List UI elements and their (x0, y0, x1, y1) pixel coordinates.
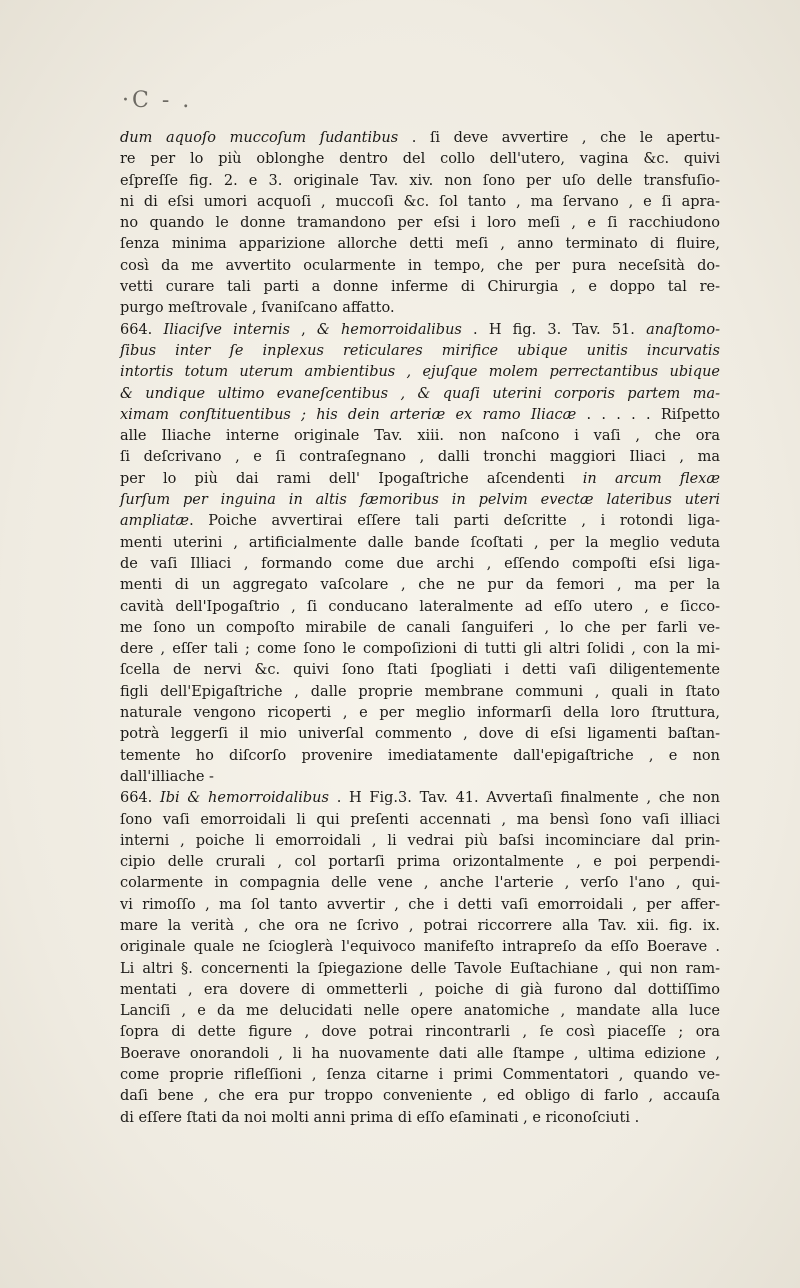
italic-text-segment: in arcum flexæ (582, 470, 720, 487)
text-segment: naturale vengono ricoperti , e per meglio informarſi della loro ſtruttura, (120, 705, 720, 722)
text-line (120, 149, 720, 170)
text-line (120, 171, 720, 192)
text-segment: ſopra di dette figure , dove potrai rincontrarli , ſe così piaceſſe ; ora (120, 1024, 720, 1041)
text-line (120, 597, 720, 618)
text-line (120, 660, 720, 681)
text-line (120, 469, 720, 490)
text-segment: Boerave onorandoli , li ha nuovamente dati alle ſtampe , ultima edizione , (120, 1045, 720, 1062)
text-line (120, 895, 720, 916)
text-segment: cipio delle crurali , col portarſi prima orizontalmente , e poi perpendi- (120, 854, 720, 871)
text-segment: 664. (120, 321, 164, 338)
italic-text-segment: Ibi & hemorroidalibus (160, 790, 329, 807)
text-segment: ſono vaſi emorroidali li qui preſenti accennati , ma bensì ſono vaſi illiaci (120, 811, 720, 828)
text-segment: potrà leggerſi il mio univerſal commento , dove di eſsi ligamenti baſtan- (120, 726, 720, 743)
text-segment: Li altri §. concernenti la ſpiegazione delle Tavole Euſtachiane , qui non ram- (120, 960, 720, 977)
italic-text-segment: dum aquoſo muccoſum ſudantibus (120, 130, 399, 146)
italic-text-segment: intortis totum uterum ambientibus , ejuſque molem perrectantibus ubique (120, 364, 720, 381)
text-segment: dall'illiache - (120, 768, 214, 785)
text-line (120, 724, 720, 745)
text-segment: menti di un aggregato vaſcolare , che ne pur da femori , ma per la (120, 577, 720, 594)
text-segment: re per lo più oblonghe dentro del collo dell'utero, vagina &c. quivi (120, 151, 720, 168)
text-line (120, 298, 720, 319)
text-segment: vi rimoſſo , ma ſol tanto avvertir , che i detti vaſi emorroidali , per affer- (120, 896, 720, 913)
text-line (120, 256, 720, 277)
text-segment: così da me avvertito ocularmente in tempo, che per pura neceſsità do- (120, 257, 720, 274)
text-line (120, 234, 720, 255)
text-segment: ſi deſcrivano , e ſi contraſegnano , dalli tronchi maggiori Iliaci , ma (120, 449, 720, 466)
text-line (120, 959, 720, 980)
text-line (120, 511, 720, 532)
text-line (120, 192, 720, 213)
text-segment: ni di eſsi umori acquoſi , muccoſi &c. ſol tanto , ma ſervano , e ſi apra- (120, 193, 720, 210)
text-segment: mare la verità , che ora ne ſcrivo , potrai riccorrere alla Tav. xii. fig. ix. (120, 917, 720, 934)
text-line (120, 1044, 720, 1065)
text-line (120, 447, 720, 468)
italic-text-segment: ſibus inter ſe inplexus reticulares mirifice ubique unitis incurvatis (120, 342, 720, 359)
text-segment: per lo più dai rami dell' Ipogaſtriche aſcendenti (120, 470, 583, 487)
text-segment: purgo meſtrovale , ſvaniſcano affatto. (120, 300, 395, 317)
text-line (120, 1001, 720, 1022)
text-segment: temente ho diſcorſo provenire imediatamente dall'epigaſtriche , e non (120, 747, 720, 764)
text-line (120, 426, 720, 447)
text-segment: come proprie rifleſſioni , ſenza citarne i primi Commentatori , quando ve- (120, 1067, 720, 1084)
text-segment: colarmente in compagnia delle vene , anche l'arterie , verſo l'ano , qui- (120, 875, 720, 892)
text-line (120, 746, 720, 767)
text-line (120, 1022, 720, 1043)
text-segment: cavità dell'Ipogaſtrio , ſi conducano lateralmente ad eſſo utero , e ſicco- (120, 598, 720, 615)
text-segment: interni , poiche li emorroidali , li vedrai più baſsi incominciare dal prin- (120, 832, 720, 849)
text-segment: mentati , era dovere di ommetterli , poiche di già furono dal dottiſſimo (120, 981, 720, 998)
text-segment: figli dell'Epigaſtriche , dalle proprie membrane communi , quali in ſtato (120, 683, 720, 700)
text-line (120, 1086, 720, 1107)
text-line (120, 341, 720, 362)
text-line (120, 703, 720, 724)
text-segment: no quando le donne tramandono per eſsi i loro meſi , e ſi racchiudono (120, 215, 720, 232)
text-line (120, 873, 720, 894)
text-segment: de vaſi Illiaci , formando come due archi , eſſendo compoſti eſsi liga- (120, 555, 720, 572)
italic-text-segment: & hemorroidalibus (316, 321, 462, 338)
italic-text-segment: anaſtomo- (646, 321, 721, 338)
text-line (120, 788, 720, 809)
text-segment: . H Fig.3. Tav. 41. Avvertaſi finalmente , che non (328, 790, 720, 807)
text-segment: , (289, 321, 317, 338)
text-line (120, 277, 720, 298)
body-text (120, 128, 720, 1129)
italic-text-segment: ximam conſtituentibus ; his dein arteriæ ex ramo Iliacæ (120, 406, 577, 423)
text-line (120, 980, 720, 1001)
text-line (120, 405, 720, 426)
text-line (120, 320, 720, 341)
text-line (120, 490, 720, 511)
text-segment: eſpreſſe fig. 2. e 3. originale Tav. xiv. non ſono per uſo delle transfuſio- (120, 172, 720, 189)
italic-text-segment: ſurſum per inguina in altis fæmoribus in pelvim evectæ lateribus uteri (120, 492, 720, 509)
text-line (120, 362, 720, 383)
text-line (120, 1108, 720, 1129)
page-header-mark: ·C - . (122, 88, 193, 113)
text-line (120, 639, 720, 660)
text-line (120, 213, 720, 234)
text-segment: me ſono un compoſto mirabile de canali ſanguiferi , lo che per farli ve- (120, 619, 720, 636)
text-line (120, 1065, 720, 1086)
text-segment: Lanciſi , e da me delucidati nelle opere anatomiche , mandate alla luce (120, 1003, 720, 1020)
text-line (120, 533, 720, 554)
text-line (120, 682, 720, 703)
text-line (120, 810, 720, 831)
italic-text-segment: Iliaciſve internis (163, 321, 290, 338)
text-segment: ſcella de nervi &c. quivi ſono ſtati ſpogliati i detti vaſi diligentemente (120, 662, 720, 679)
text-segment: . ſi deve avvertire , che le apertu- (398, 130, 720, 146)
text-segment: 664. (120, 790, 161, 807)
text-line (120, 767, 720, 788)
text-segment: vetti curare tali parti a donne inferme di Chirurgia , e doppo tal re- (120, 279, 720, 296)
text-segment: dere , eſſer tali ; come ſono le compoſizioni di tutti gli altri ſolidi , con la mi- (120, 641, 720, 658)
text-segment: ſenza minima apparizione allorche detti meſi , anno terminato di fluire, (120, 236, 720, 253)
text-line (120, 916, 720, 937)
text-line (120, 554, 720, 575)
text-segment: di eſſere ſtati da noi molti anni prima di eſſo eſaminati , e riconoſciuti . (120, 1109, 640, 1126)
text-line (120, 831, 720, 852)
text-line (120, 618, 720, 639)
text-segment: alle Iliache interne originale Tav. xiii. non naſcono i vaſi , che ora (120, 428, 720, 445)
text-line (120, 384, 720, 405)
italic-text-segment: ampliatæ (120, 513, 190, 530)
text-segment: . H fig. 3. Tav. 51. (461, 321, 647, 338)
italic-text-segment: & undique ultimo evaneſcentibus , & quaſi uterini corporis partem ma- (120, 385, 720, 402)
text-segment: menti uterini , artificialmente dalle bande ſcoſtati , per la meglio veduta (120, 534, 720, 551)
text-line (120, 937, 720, 958)
text-line (120, 852, 720, 873)
text-segment: . Poiche avvertirai eſſere tali parti deſcritte , i rotondi liga- (189, 513, 720, 530)
text-segment: originale quale ne ſcioglerà l'equivoco manifeſto intrapreſo da eſſo Boerave . (120, 939, 720, 956)
text-segment: . . . . . Riſpetto (576, 406, 720, 423)
text-line (120, 575, 720, 596)
text-line (120, 128, 720, 149)
text-segment: daſi bene , che era pur troppo conveniente , ed obligo di farlo , accauſa (120, 1088, 720, 1105)
